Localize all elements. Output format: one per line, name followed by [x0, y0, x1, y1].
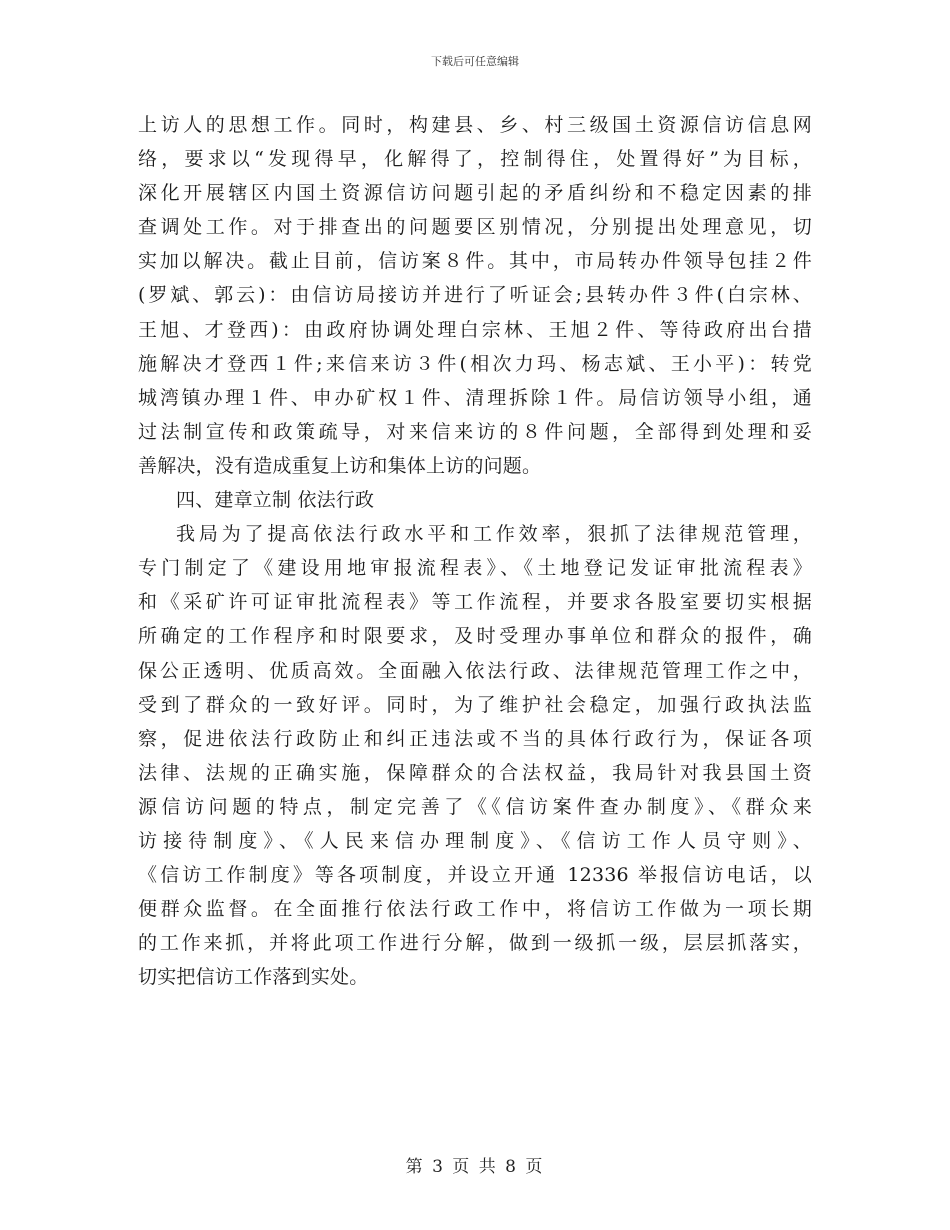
section-heading: 四、建章立制 依法行政: [176, 489, 375, 512]
paragraph-line: 我局为了提高依法行政水平和工作效率，狠抓了法律规范管理，: [176, 523, 812, 546]
page-header: 下载后可任意编辑: [431, 55, 519, 68]
document-body: [138, 108, 812, 994]
paragraph-line: 专门制定了《建设用地审报流程表》、《土地登记发证审批流程表》: [138, 557, 812, 580]
paragraph-line: 切实把信访工作落到实处。: [138, 966, 369, 989]
paragraph-line: (罗斌、郭云)：由信访局接访并进行了听证会;县转办件３件(白宗林、: [138, 284, 812, 307]
paragraph-line: 过法制宣传和政策疏导，对来信来访的８件问题，全部得到处理和妥: [138, 420, 812, 443]
paragraph-petition-cases: [138, 108, 812, 483]
paragraph-line: 察，促进依法行政防止和纠正违法或不当的具体行政行为，保证各项: [138, 727, 812, 750]
paragraph-rule-of-law: [138, 517, 812, 994]
paragraph-line: 保公正透明、优质高效。全面融入依法行政、法律规范管理工作之中，: [138, 659, 812, 682]
paragraph-line: 访接待制度》、《人民来信办理制度》、《信访工作人员守则》、: [138, 829, 812, 852]
paragraph-line: 施解决才登西１件;来信来访３件(相次力玛、杨志斌、王小平)：转党: [138, 352, 812, 375]
paragraph-line: 城湾镇办理１件、申办矿权１件、清理拆除１件。局信访领导小组，通: [138, 386, 812, 409]
paragraph-line: 受到了群众的一致好评。同时，为了维护社会稳定，加强行政执法监: [138, 693, 812, 716]
paragraph-line: 法律、法规的正确实施，保障群众的合法权益，我局针对我县国土资: [138, 761, 812, 784]
paragraph-line: 便群众监督。在全面推行依法行政工作中，将信访工作做为一项长期: [138, 898, 812, 921]
paragraph-line: 查调处工作。对于排查出的问题要区别情况，分别提出处理意见，切: [138, 216, 812, 239]
paragraph-line: 深化开展辖区内国土资源信访问题引起的矛盾纠纷和不稳定因素的排: [138, 182, 812, 205]
paragraph-line: 源信访问题的特点，制定完善了《《信访案件查办制度》、《群众来: [138, 795, 812, 818]
paragraph-line: 的工作来抓，并将此项工作进行分解，做到一级抓一级，层层抓落实，: [138, 932, 812, 955]
paragraph-line: 络，要求以“发现得早，化解得了，控制得住，处置得好”为目标，: [138, 148, 812, 171]
paragraph-line: 上访人的思想工作。同时，构建县、乡、村三级国土资源信访信息网: [138, 114, 812, 136]
paragraph-line: 实加以解决。截止目前，信访案８件。其中，市局转办件领导包挂２件: [138, 250, 812, 273]
paragraph-line: 和《采矿许可证审批流程表》等工作流程，并要求各股室要切实根据: [138, 591, 812, 614]
paragraph-line: 善解决，没有造成重复上访和集体上访的问题。: [138, 454, 542, 477]
paragraph-line: 王旭、才登西)：由政府协调处理白宗林、王旭２件、等待政府出台措: [138, 318, 812, 341]
page-number-footer: 第 3 页 共 8 页: [405, 1157, 545, 1177]
paragraph-line: 所确定的工作程序和时限要求，及时受理办事单位和群众的报件，确: [138, 625, 812, 648]
paragraph-line: 《信访工作制度》等各项制度，并设立开通 12336 举报信访电话，以: [138, 864, 812, 887]
